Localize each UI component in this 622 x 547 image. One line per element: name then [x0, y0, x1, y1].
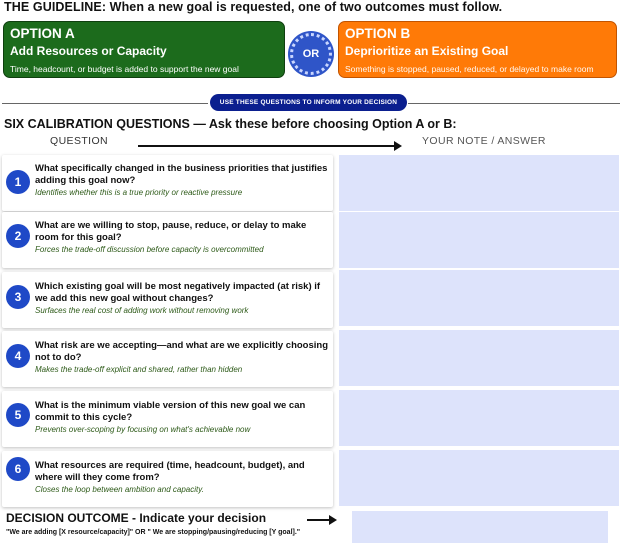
question-text	[35, 400, 331, 435]
section-divider-right	[408, 103, 620, 104]
option-a-title: OPTION A	[10, 26, 75, 41]
option-a-subtitle: Add Resources or Capacity	[10, 44, 167, 58]
question-number-badge: 3	[6, 285, 30, 309]
question-hint: Prevents over-scoping by focusing on what's achievable now	[35, 425, 251, 434]
question-prompt: What resources are required (time, headcount, budget), and where will they come from?	[35, 460, 305, 483]
question-text	[35, 220, 331, 255]
question-row-1	[2, 155, 333, 211]
option-a-card	[3, 21, 285, 78]
question-text	[35, 340, 331, 375]
option-b-title: OPTION B	[345, 26, 411, 41]
question-row-4	[2, 331, 333, 387]
question-row-5	[2, 391, 333, 447]
decision-example-text: "We are adding [X resource/capacity]" OR " We are stopping/pausing/reducing [Y goal]."	[6, 529, 301, 536]
question-row-6	[2, 451, 333, 507]
question-hint: Makes the trade-off explicit and shared, rather than hidden	[35, 365, 243, 374]
answer-field-3[interactable]	[339, 270, 619, 326]
question-hint: Closes the loop between ambition and capacity.	[35, 485, 204, 494]
or-badge: OR	[290, 33, 332, 75]
answer-field-4[interactable]	[339, 330, 619, 386]
right-arrow-icon	[138, 145, 400, 147]
option-b-subtitle: Deprioritize an Existing Goal	[345, 44, 509, 58]
question-number-badge: 2	[6, 224, 30, 248]
question-number-badge: 1	[6, 170, 30, 194]
question-row-2	[2, 212, 333, 268]
question-row-3	[2, 272, 333, 328]
section-divider-left	[2, 103, 208, 104]
option-b-card	[338, 21, 617, 78]
inform-decision-pill: USE THESE QUESTIONS TO INFORM YOUR DECISION	[210, 94, 407, 111]
question-column-header: QUESTION	[50, 135, 109, 147]
answer-field-6[interactable]	[339, 450, 619, 506]
option-a-description: Time, headcount, or budget is added to support the new goal	[10, 64, 239, 74]
calibration-title: SIX CALIBRATION QUESTIONS — Ask these before choosing Option A or B:	[4, 117, 457, 131]
question-text	[35, 281, 331, 316]
decision-answer-field[interactable]	[352, 511, 608, 543]
question-prompt: What risk are we accepting—and what are we explicitly choosing not to do?	[35, 340, 329, 363]
answer-field-1[interactable]	[339, 155, 619, 211]
question-prompt: What specifically changed in the business priorities that justifies adding this goal now?	[35, 163, 328, 186]
question-hint: Forces the trade-off discussion before capacity is overcommitted	[35, 245, 264, 254]
question-number-badge: 4	[6, 344, 30, 368]
question-prompt: Which existing goal will be most negatively impacted (at risk) if we add this new goal without changes?	[35, 281, 321, 304]
right-arrow-icon	[307, 519, 335, 521]
question-number-badge: 5	[6, 403, 30, 427]
decision-outcome-title: DECISION OUTCOME - Indicate your decision	[6, 511, 267, 525]
question-number-badge: 6	[6, 457, 30, 481]
question-hint: Surfaces the real cost of adding work without removing work	[35, 306, 249, 315]
answer-field-2[interactable]	[339, 212, 619, 268]
answer-field-5[interactable]	[339, 390, 619, 446]
question-prompt: What are we willing to stop, pause, reduce, or delay to make room for this goal?	[35, 220, 307, 243]
question-text	[35, 460, 331, 495]
option-b-description: Something is stopped, paused, reduced, or delayed to make room	[345, 64, 594, 74]
question-prompt: What is the minimum viable version of this new goal we can commit to this cycle?	[35, 400, 306, 423]
answer-column-header: YOUR NOTE / ANSWER	[422, 135, 546, 147]
guideline-title: THE GUIDELINE: When a new goal is requested, one of two outcomes must follow.	[4, 0, 503, 14]
question-text	[35, 163, 331, 198]
question-hint: Identifies whether this is a true priority or reactive pressure	[35, 188, 243, 197]
